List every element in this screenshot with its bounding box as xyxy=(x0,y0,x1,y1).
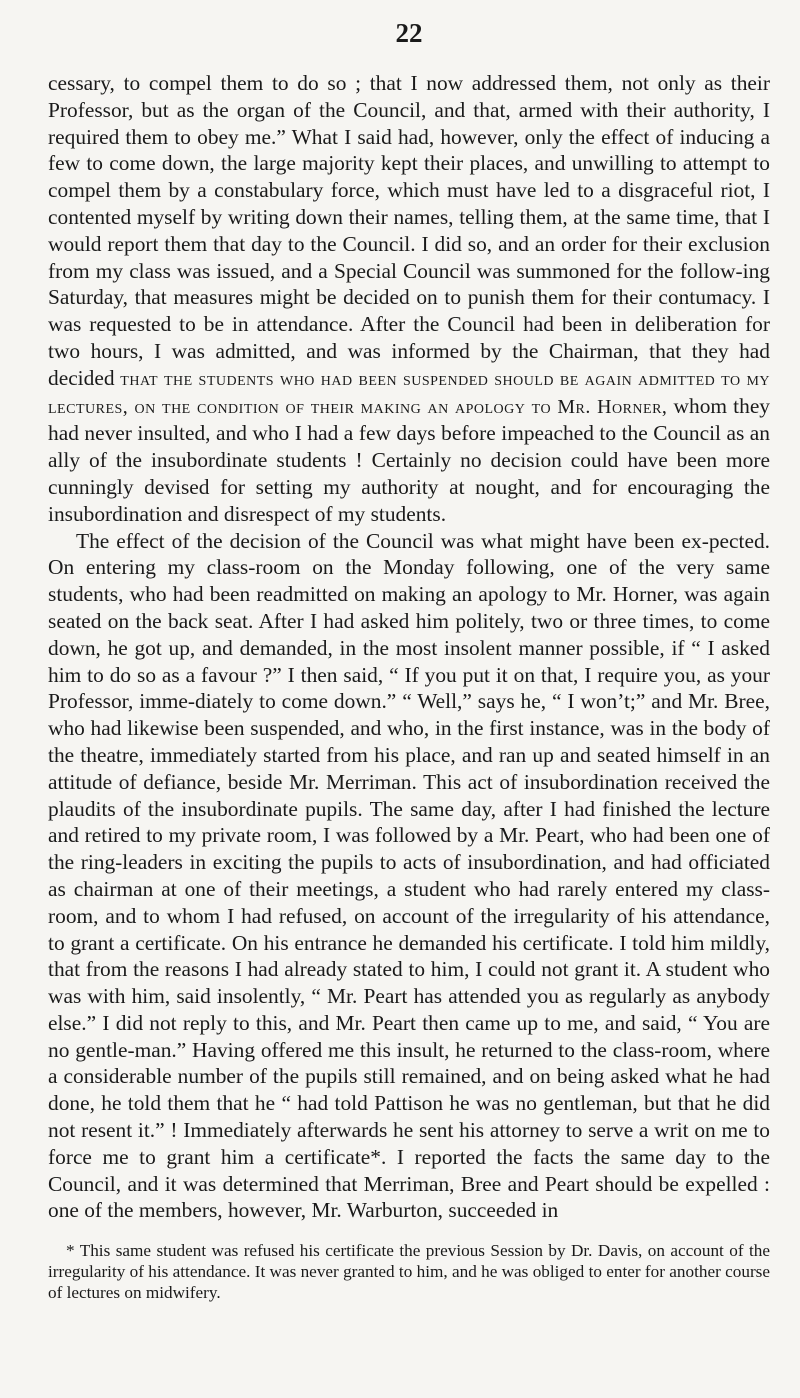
council-decision-small-caps: that the students who had been suspended should be again admitted to my lectures, on the condition of their making an apology to Mr. Horner, xyxy=(48,367,771,418)
paragraph-1 xyxy=(48,70,770,528)
page-number: 22 xyxy=(395,18,423,48)
paragraph-1-text: cessary, to compel them to do so ; that I now addressed them, not only as their Professor, but as the organ of the Council, and that, armed with their authority, I required them to obey me.” What I said had, however, only the effect of inducing a few to come down, the large majority kept their places, and unwilling to attempt to compel them by a constabulary force, which must have led to a disgraceful riot, I contented myself by writing down their names, telling them, at the same time, that I would report them that day to the Council. I did so, and an order for their exclusion from my class was issued, and a Special Council was summoned for the follow-ing Saturday, that measures might be decided on to punish them for their contumacy. I was requested to be in attendance. After the Council had been in deliberation for two hours, I was admitted, and was informed by the Chairman, that they had decided xyxy=(48,71,770,390)
body-text xyxy=(48,70,770,1224)
paragraph-2 xyxy=(48,528,770,1225)
paragraph-2-text: The effect of the decision of the Council was what might have been ex-pected. On entering my class-room on the Monday following, one of the very same students, who had been readmitted on making an apology to Mr. Horner, was again seated on the back seat. After I had asked him politely, two or three times, to come down, he got up, and demanded, in the most insolent manner possible, if “ I asked him to do so as a favour ?” I then said, “ If you put it on that, I require you, as your Professor, imme-diately to come down.” “ Well,” says he, “ I won’t;” and Mr. Bree, who had likewise been suspended, and who, in the first instance, was in the body of the theatre, immediately started from his place, and ran up and seated himself in an attitude of defiance, beside Mr. Merriman. This act of insubordination received the plaudits of the insubordinate pupils. The same day, after I had finished the lecture and retired to my private room, I was followed by a Mr. Peart, who had been one of the ring-leaders in exciting the pupils to acts of insubordination, and had officiated as chairman at one of their meetings, a student who had rarely entered my class-room, and to whom I had refused, on account of the irregularity of his attendance, to grant a certificate. On his entrance he demanded his certificate. I told him mildly, that from the reasons I had already stated to him, I could not grant it. A student who was with him, said insolently, “ Mr. Peart has attended you as regularly as anybody else.” I did not reply to this, and Mr. Peart then came up to me, and said, “ You are no gentle-man.” Having offered me this insult, he returned to the class-room, where a considerable number of the pupils still remained, and on being asked what he had done, he told them that he “ had told Pattison he was no gentleman, but that he did not resent it.” ! Immediately afterwards he sent his attorney to serve a writ on me to force me to grant him a certificate*. I reported the facts the same day to the Council, and it was determined that Merriman, Bree and Peart should be expelled : one of the members, however, Mr. Warburton, succeeded in xyxy=(48,528,770,1223)
footnote: * This same student was refused his certificate the previous Session by Dr. Davis, on account of the irregularity of his attendance. It was never granted to him, and he was obliged to enter for another course of lectures on midwifery. xyxy=(48,1241,770,1303)
paragraph-1-text-end: whom they had never insulted, and who I had a few days before impeached to the Council as an ally of the insubordinate students ! Certainly no decision could have been more cunningly devised for setting my authority at nought, and for encouraging the insubordination and disrespect of my students. xyxy=(48,393,771,526)
